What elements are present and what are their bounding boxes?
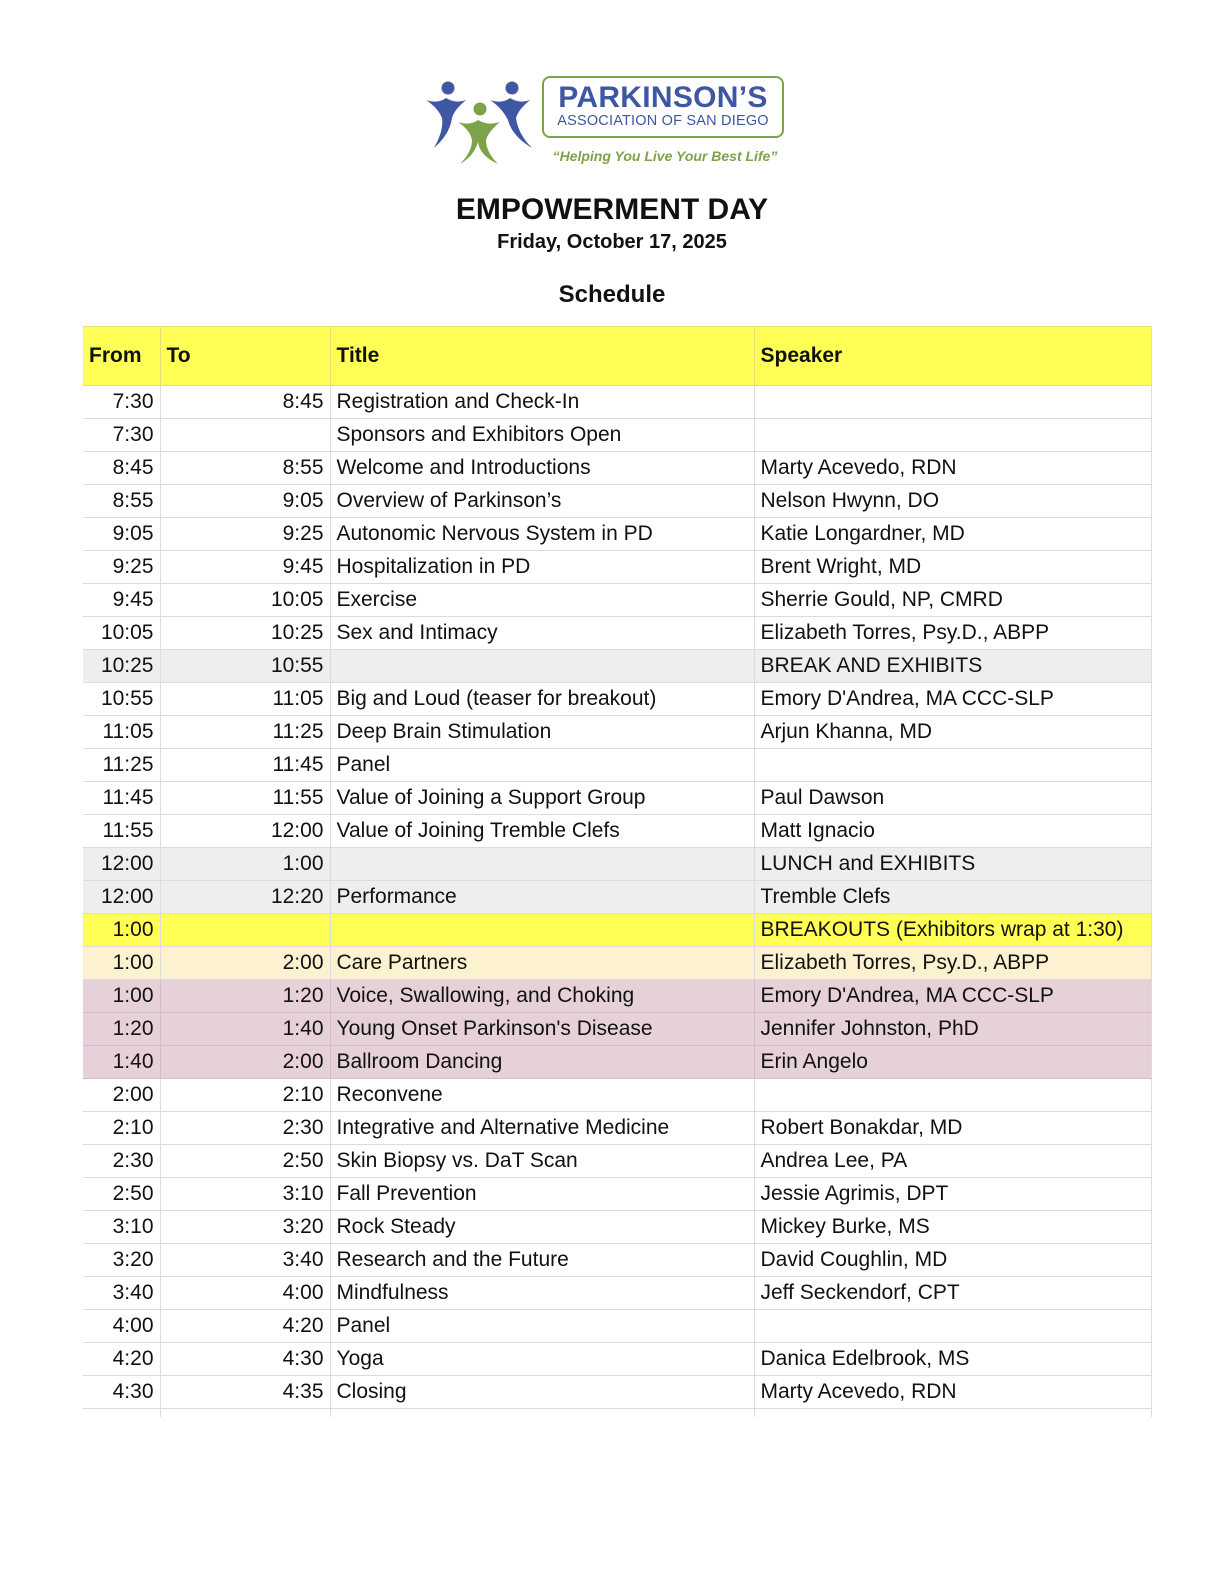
to-cell: 2:30 xyxy=(160,1112,330,1145)
speaker-cell: Brent Wright, MD xyxy=(754,551,1151,584)
title-cell: Mindfulness xyxy=(330,1277,754,1310)
from-cell: 10:25 xyxy=(83,650,160,683)
from-cell: 4:20 xyxy=(83,1343,160,1376)
table-row xyxy=(83,1310,1151,1343)
speaker-cell: Jennifer Johnston, PhD xyxy=(754,1013,1151,1046)
speaker-cell xyxy=(754,1310,1151,1343)
table-row xyxy=(83,1343,1151,1376)
to-cell: 9:45 xyxy=(160,551,330,584)
from-cell: 11:55 xyxy=(83,815,160,848)
speaker-cell: Nelson Hwynn, DO xyxy=(754,485,1151,518)
table-row xyxy=(83,1244,1151,1277)
to-cell: 10:55 xyxy=(160,650,330,683)
speaker-cell: Marty Acevedo, RDN xyxy=(754,1376,1151,1409)
title-cell: Exercise xyxy=(330,584,754,617)
to-cell: 3:20 xyxy=(160,1211,330,1244)
speaker-cell: Mickey Burke, MS xyxy=(754,1211,1151,1244)
table-row xyxy=(83,1112,1151,1145)
title-cell: Integrative and Alternative Medicine xyxy=(330,1112,754,1145)
from-cell: 2:30 xyxy=(83,1145,160,1178)
page-title: EMPOWERMENT DAY xyxy=(455,193,769,226)
table-row xyxy=(83,815,1151,848)
schedule-rows xyxy=(83,386,1151,1418)
from-cell: 3:10 xyxy=(83,1211,160,1244)
from-cell: 3:40 xyxy=(83,1277,160,1310)
table-row xyxy=(83,716,1151,749)
from-cell: 1:40 xyxy=(83,1046,160,1079)
three-people-figures-icon xyxy=(422,78,534,164)
table-row xyxy=(83,386,1151,419)
speaker-cell: Danica Edelbrook, MS xyxy=(754,1343,1151,1376)
to-cell: 4:20 xyxy=(160,1310,330,1343)
logo-tagline: “Helping You Live Your Best Life” xyxy=(552,148,778,164)
from-cell: 2:00 xyxy=(83,1079,160,1112)
table-row xyxy=(83,1013,1151,1046)
to-cell: 4:30 xyxy=(160,1343,330,1376)
title-cell: Sponsors and Exhibitors Open xyxy=(330,419,754,452)
to-cell: 2:10 xyxy=(160,1079,330,1112)
speaker-cell: Jeff Seckendorf, CPT xyxy=(754,1277,1151,1310)
table-row xyxy=(83,650,1151,683)
from-cell: 2:50 xyxy=(83,1178,160,1211)
speaker-cell: Sherrie Gould, NP, CMRD xyxy=(754,584,1151,617)
table-row xyxy=(83,947,1151,980)
title-cell: Closing xyxy=(330,1376,754,1409)
to-cell: 3:10 xyxy=(160,1178,330,1211)
column-header-speaker: Speaker xyxy=(754,327,1151,386)
speaker-cell: Emory D'Andrea, MA CCC-SLP xyxy=(754,980,1151,1013)
organization-logo xyxy=(422,74,792,174)
table-row xyxy=(83,452,1151,485)
table-row xyxy=(83,848,1151,881)
speaker-cell: Tremble Clefs xyxy=(754,881,1151,914)
to-cell: 1:00 xyxy=(160,848,330,881)
title-cell: Ballroom Dancing xyxy=(330,1046,754,1079)
speaker-cell: Erin Angelo xyxy=(754,1046,1151,1079)
speaker-cell: Matt Ignacio xyxy=(754,815,1151,848)
event-date: Friday, October 17, 2025 xyxy=(497,231,727,253)
table-row xyxy=(83,419,1151,452)
table-row xyxy=(83,683,1151,716)
speaker-cell: LUNCH and EXHIBITS xyxy=(754,848,1151,881)
title-cell: Fall Prevention xyxy=(330,1178,754,1211)
table-row xyxy=(83,980,1151,1013)
title-cell: Young Onset Parkinson's Disease xyxy=(330,1013,754,1046)
table-header-row xyxy=(83,327,1151,386)
speaker-cell: Emory D'Andrea, MA CCC-SLP xyxy=(754,683,1151,716)
from-cell: 1:00 xyxy=(83,947,160,980)
table-trailing-row xyxy=(83,1409,1151,1418)
speaker-cell: Jessie Agrimis, DPT xyxy=(754,1178,1151,1211)
table-row xyxy=(83,584,1151,617)
empty-cell xyxy=(160,1409,330,1418)
table-row xyxy=(83,617,1151,650)
speaker-cell: BREAKOUTS (Exhibitors wrap at 1:30) xyxy=(754,914,1151,947)
table-row xyxy=(83,1277,1151,1310)
from-cell: 2:10 xyxy=(83,1112,160,1145)
to-cell: 11:55 xyxy=(160,782,330,815)
speaker-cell: Elizabeth Torres, Psy.D., ABPP xyxy=(754,617,1151,650)
title-cell: Panel xyxy=(330,749,754,782)
table-row xyxy=(83,881,1151,914)
to-cell xyxy=(160,419,330,452)
speaker-cell: Robert Bonakdar, MD xyxy=(754,1112,1151,1145)
speaker-cell: Elizabeth Torres, Psy.D., ABPP xyxy=(754,947,1151,980)
to-cell: 1:40 xyxy=(160,1013,330,1046)
to-cell: 12:00 xyxy=(160,815,330,848)
from-cell: 10:05 xyxy=(83,617,160,650)
from-cell: 12:00 xyxy=(83,881,160,914)
title-cell xyxy=(330,650,754,683)
from-cell: 8:55 xyxy=(83,485,160,518)
to-cell: 3:40 xyxy=(160,1244,330,1277)
speaker-cell: David Coughlin, MD xyxy=(754,1244,1151,1277)
title-cell: Big and Loud (teaser for breakout) xyxy=(330,683,754,716)
table-row xyxy=(83,485,1151,518)
to-cell: 9:05 xyxy=(160,485,330,518)
to-cell: 12:20 xyxy=(160,881,330,914)
title-cell: Rock Steady xyxy=(330,1211,754,1244)
column-header-title: Title xyxy=(330,327,754,386)
from-cell: 11:45 xyxy=(83,782,160,815)
title-cell: Sex and Intimacy xyxy=(330,617,754,650)
empty-cell xyxy=(330,1409,754,1418)
title-cell: Value of Joining a Support Group xyxy=(330,782,754,815)
title-cell: Care Partners xyxy=(330,947,754,980)
from-cell: 11:05 xyxy=(83,716,160,749)
to-cell: 9:25 xyxy=(160,518,330,551)
title-cell: Value of Joining Tremble Clefs xyxy=(330,815,754,848)
to-cell: 11:05 xyxy=(160,683,330,716)
speaker-cell: Paul Dawson xyxy=(754,782,1151,815)
table-row xyxy=(83,1079,1151,1112)
from-cell: 9:45 xyxy=(83,584,160,617)
from-cell: 3:20 xyxy=(83,1244,160,1277)
speaker-cell: Andrea Lee, PA xyxy=(754,1145,1151,1178)
from-cell: 9:05 xyxy=(83,518,160,551)
from-cell: 9:25 xyxy=(83,551,160,584)
to-cell: 1:20 xyxy=(160,980,330,1013)
empty-cell xyxy=(83,1409,160,1418)
from-cell: 1:00 xyxy=(83,980,160,1013)
schedule-heading: Schedule xyxy=(558,281,666,308)
title-cell: Performance xyxy=(330,881,754,914)
speaker-cell xyxy=(754,419,1151,452)
table-row xyxy=(83,518,1151,551)
table-row xyxy=(83,1178,1151,1211)
from-cell: 1:20 xyxy=(83,1013,160,1046)
to-cell: 10:25 xyxy=(160,617,330,650)
speaker-cell: Katie Longardner, MD xyxy=(754,518,1151,551)
from-cell: 8:45 xyxy=(83,452,160,485)
speaker-cell xyxy=(754,386,1151,419)
from-cell: 1:00 xyxy=(83,914,160,947)
title-cell xyxy=(330,914,754,947)
from-cell: 4:00 xyxy=(83,1310,160,1343)
to-cell: 11:25 xyxy=(160,716,330,749)
to-cell: 4:35 xyxy=(160,1376,330,1409)
logo-subname: ASSOCIATION OF SAN DIEGO xyxy=(557,113,769,129)
to-cell: 4:00 xyxy=(160,1277,330,1310)
column-header-from: From xyxy=(83,327,160,386)
title-cell: Reconvene xyxy=(330,1079,754,1112)
title-cell: Panel xyxy=(330,1310,754,1343)
table-row xyxy=(83,551,1151,584)
from-cell: 11:25 xyxy=(83,749,160,782)
table-row xyxy=(83,1211,1151,1244)
table-row xyxy=(83,1046,1151,1079)
to-cell: 2:00 xyxy=(160,947,330,980)
from-cell: 7:30 xyxy=(83,386,160,419)
speaker-cell: Arjun Khanna, MD xyxy=(754,716,1151,749)
speaker-cell: BREAK AND EXHIBITS xyxy=(754,650,1151,683)
speaker-cell xyxy=(754,1079,1151,1112)
to-cell: 8:55 xyxy=(160,452,330,485)
to-cell: 2:50 xyxy=(160,1145,330,1178)
schedule-table xyxy=(83,326,1152,1417)
from-cell: 4:30 xyxy=(83,1376,160,1409)
title-cell: Welcome and Introductions xyxy=(330,452,754,485)
title-cell: Overview of Parkinson’s xyxy=(330,485,754,518)
title-cell: Autonomic Nervous System in PD xyxy=(330,518,754,551)
table-row xyxy=(83,1376,1151,1409)
to-cell: 10:05 xyxy=(160,584,330,617)
logo-wordmark xyxy=(542,76,784,138)
to-cell xyxy=(160,914,330,947)
from-cell: 12:00 xyxy=(83,848,160,881)
from-cell: 10:55 xyxy=(83,683,160,716)
to-cell: 2:00 xyxy=(160,1046,330,1079)
empty-cell xyxy=(754,1409,1151,1418)
title-cell: Deep Brain Stimulation xyxy=(330,716,754,749)
speaker-cell xyxy=(754,749,1151,782)
title-cell: Yoga xyxy=(330,1343,754,1376)
to-cell: 8:45 xyxy=(160,386,330,419)
title-cell xyxy=(330,848,754,881)
table-row xyxy=(83,782,1151,815)
title-cell: Registration and Check-In xyxy=(330,386,754,419)
title-cell: Research and the Future xyxy=(330,1244,754,1277)
column-header-to: To xyxy=(160,327,330,386)
speaker-cell: Marty Acevedo, RDN xyxy=(754,452,1151,485)
from-cell: 7:30 xyxy=(83,419,160,452)
title-cell: Voice, Swallowing, and Choking xyxy=(330,980,754,1013)
to-cell: 11:45 xyxy=(160,749,330,782)
table-row xyxy=(83,914,1151,947)
logo-name: PARKINSON’S xyxy=(558,81,768,114)
table-row xyxy=(83,1145,1151,1178)
title-cell: Hospitalization in PD xyxy=(330,551,754,584)
title-cell: Skin Biopsy vs. DaT Scan xyxy=(330,1145,754,1178)
table-row xyxy=(83,749,1151,782)
